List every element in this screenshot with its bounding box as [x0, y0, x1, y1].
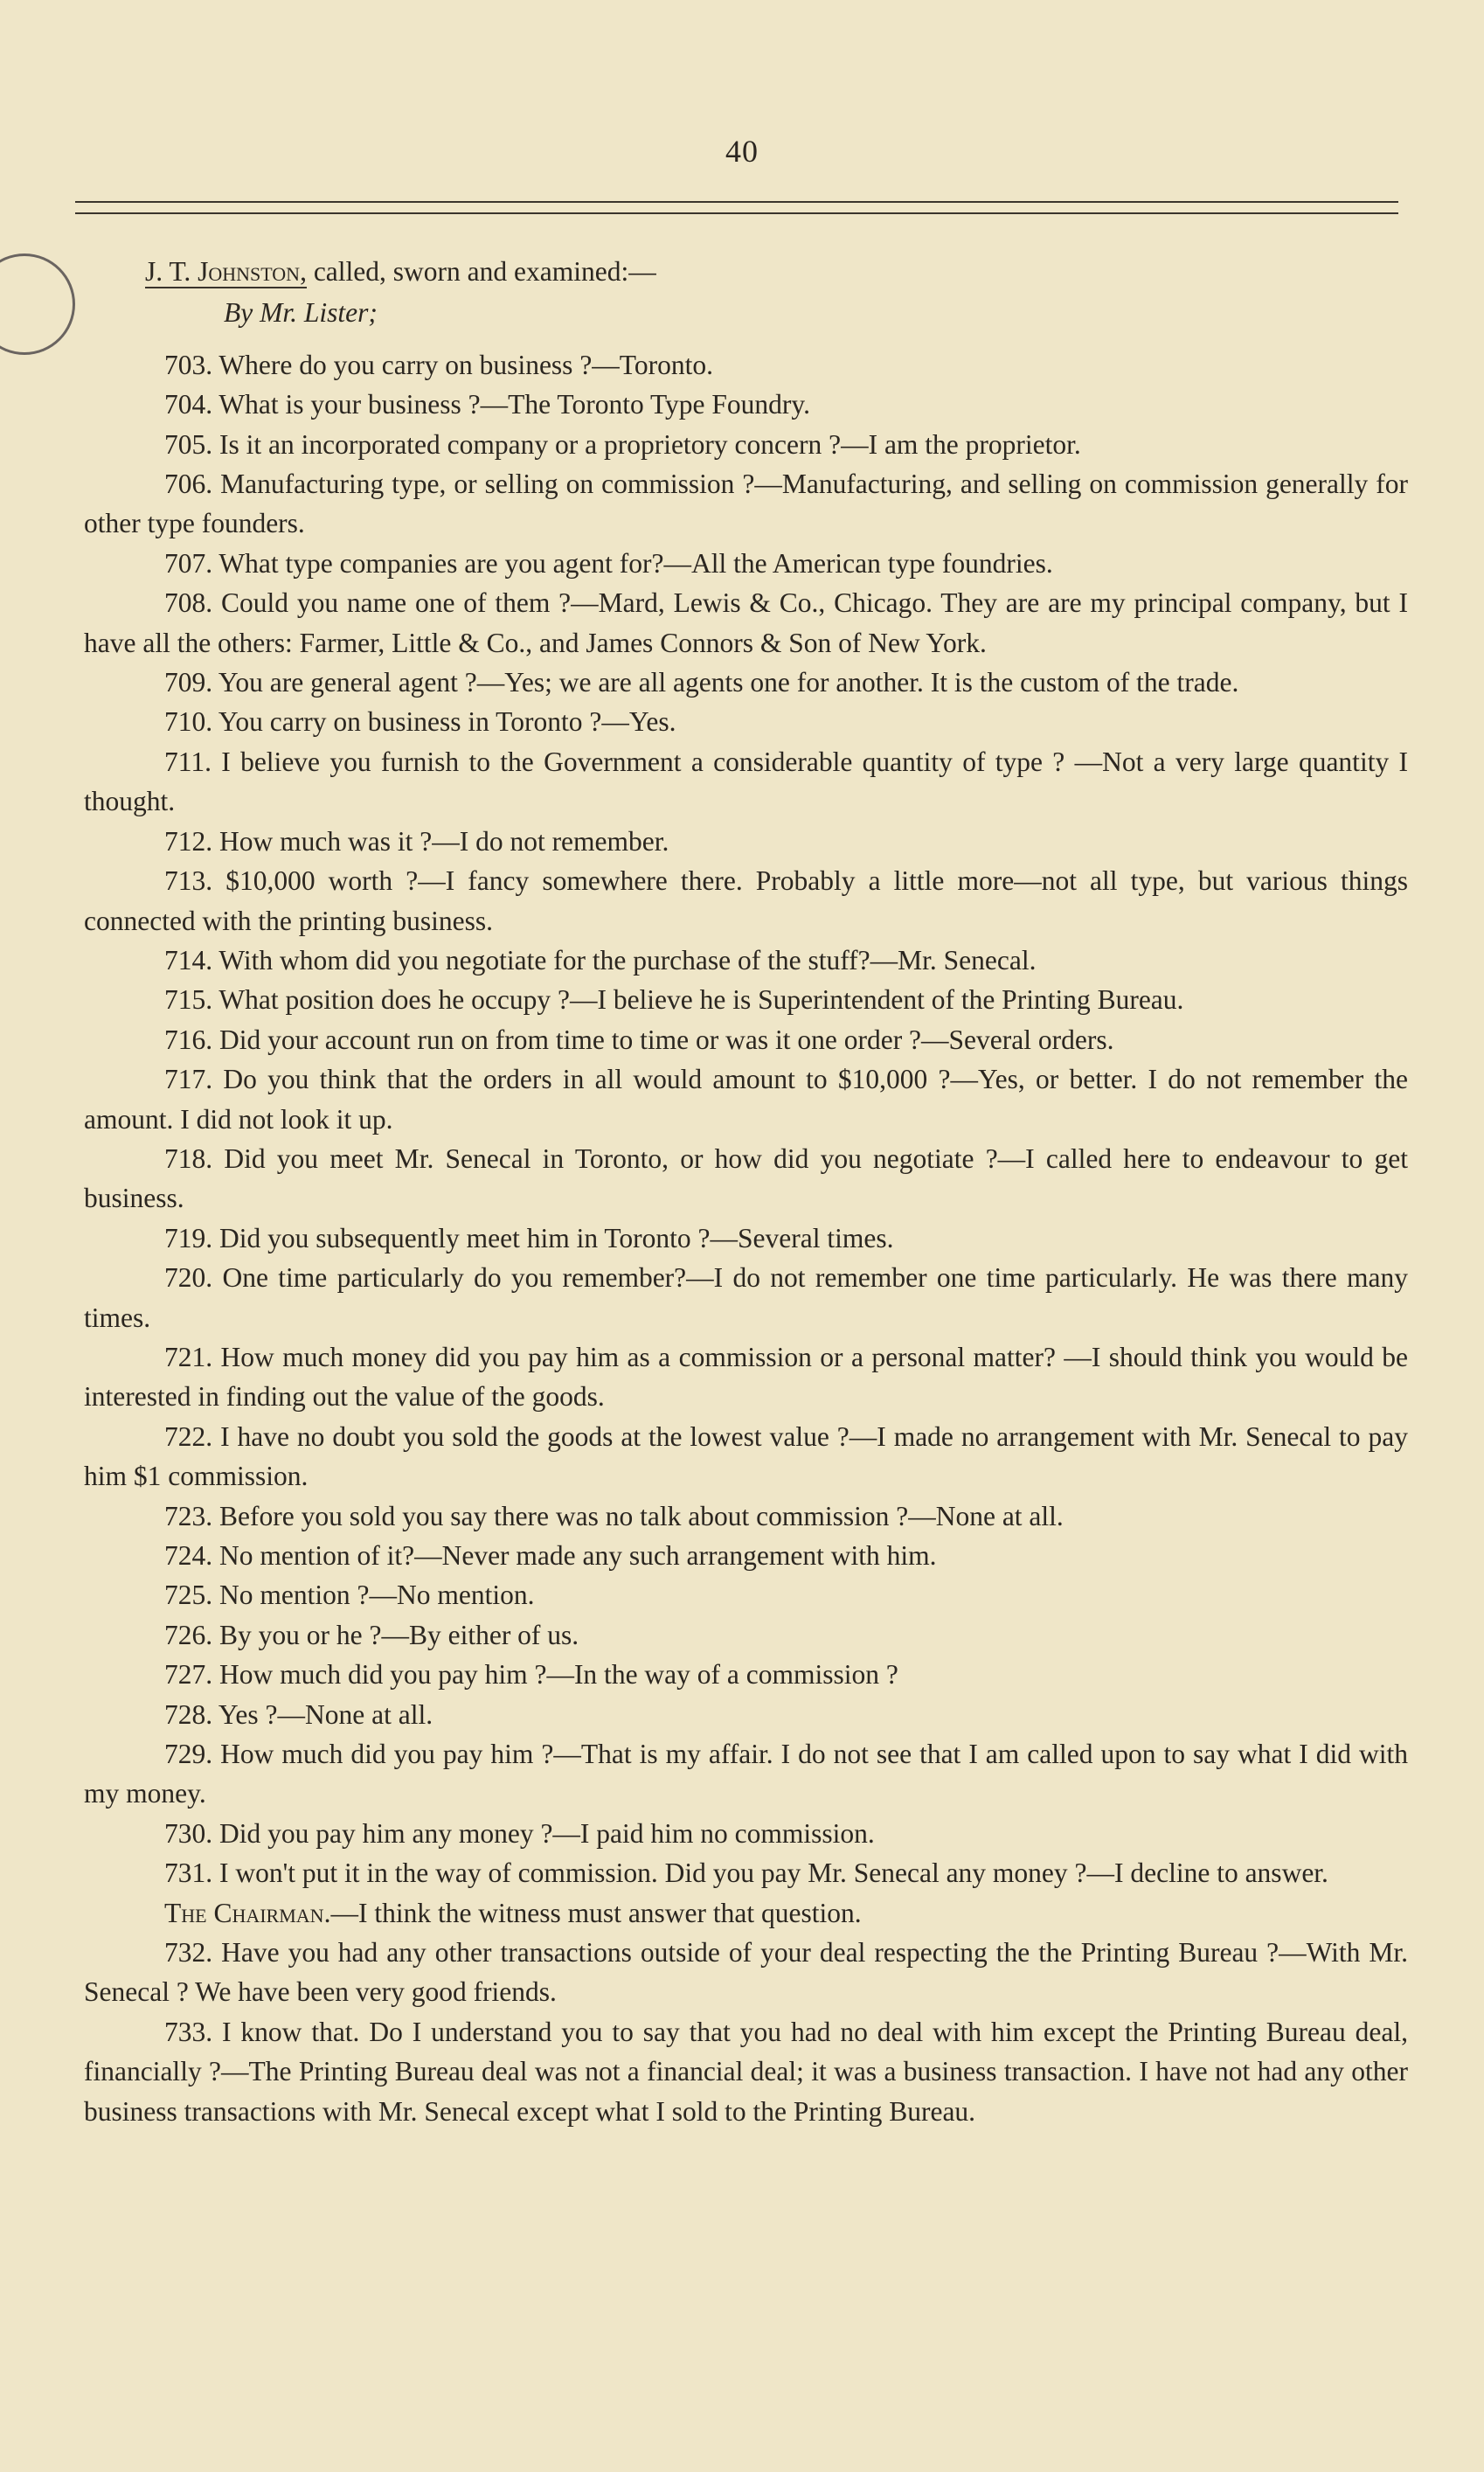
testimony-paragraph: 707. What type companies are you agent for?—All the American type foundries. — [164, 547, 1053, 579]
testimony-paragraph: 714. With whom did you negotiate for the purchase of the stuff?—Mr. Senecal. — [164, 944, 1037, 976]
witness-line — [145, 252, 1408, 291]
testimony-paragraph: 715. What position does he occupy ?—I believe he is Superintendent of the Printing Bureau. — [164, 984, 1184, 1016]
testimony-paragraph: 729. How much did you pay him ?—That is my affair. I do not see that I am called upon to say what I did with my money. — [84, 1739, 1408, 1809]
header-rule-bottom — [75, 212, 1398, 214]
testimony-paragraph: 706. Manufacturing type, or selling on commission ?—Manufacturing, and selling on commission generally for other type founders. — [84, 469, 1408, 539]
testimony-paragraph: 704. What is your business ?—The Toronto Type Foundry. — [164, 389, 810, 420]
testimony-paragraph: 711. I believe you furnish to the Government a considerable quantity of type ? —Not a very large quantity I thought. — [84, 746, 1408, 817]
margin-circle-mark — [0, 253, 75, 355]
examiner-line: By Mr. Lister; — [224, 297, 378, 329]
testimony-paragraph: 703. Where do you carry on business ?—Toronto. — [164, 349, 713, 380]
testimony-paragraph: 717. Do you think that the orders in all would amount to $10,000 ?—Yes, or better. I do not remember the amount. I did not look it up. — [84, 1064, 1408, 1135]
testimony-paragraph: 732. Have you had any other transactions outside of your deal respecting the the Printing Bureau ?—With Mr. Senecal ? We have been very good friends. — [84, 1937, 1408, 2008]
testimony-paragraph: 718. Did you meet Mr. Senecal in Toronto, or how did you negotiate ?—I called here to endeavour to get business. — [84, 1142, 1408, 1214]
testimony-paragraph: 710. You carry on business in Toronto ?—Yes. — [164, 706, 676, 738]
testimony-paragraph: 726. By you or he ?—By either of us. — [164, 1619, 579, 1650]
testimony-paragraph: 709. You are general agent ?—Yes; we are all agents one for another. It is the custom of the trade. — [164, 667, 1239, 698]
speaker-label: The Chairman. — [164, 1897, 331, 1928]
witness-line-text: called, sworn and examined:— — [306, 256, 656, 287]
testimony-paragraph: 713. $10,000 worth ?—I fancy somewhere there. Probably a little more—not all type, but various things connected with the printing business. — [84, 865, 1408, 936]
witness-name: J. T. Johnston, — [145, 256, 307, 287]
chairman-statement: The Chairman.—I think the witness must answer that question. — [164, 1897, 862, 1928]
testimony-paragraph: 733. I know that. Do I understand you to say that you had no deal with him except the Printing Bureau deal, financially ?—The Printing Bureau deal was not a financial deal; it was a business transaction. I have not had any other business transactions with Mr. Senecal except what I sold to the Printing Bureau. — [84, 2016, 1408, 2127]
testimony-paragraph: 722. I have no doubt you sold the goods at the lowest value ?—I made no arrangement with Mr. Senecal to pay him $1 commission. — [84, 1420, 1408, 1492]
testimony-paragraph: 724. No mention of it?—Never made any such arrangement with him. — [164, 1540, 937, 1571]
testimony-paragraph: 716. Did your account run on from time to time or was it one order ?—Several orders. — [164, 1024, 1114, 1055]
testimony-paragraph: 721. How much money did you pay him as a commission or a personal matter? —I should think you would be interested in finding out the value of the goods. — [84, 1341, 1408, 1413]
testimony-paragraph: 723. Before you sold you say there was no talk about commission ?—None at all. — [164, 1500, 1064, 1531]
testimony-paragraphs — [84, 345, 1408, 2131]
testimony-paragraph: 705. Is it an incorporated company or a proprietory concern ?—I am the proprietor. — [164, 428, 1081, 460]
testimony-paragraph: 725. No mention ?—No mention. — [164, 1580, 535, 1611]
testimony-paragraph: 731. I won't put it in the way of commission. Did you pay Mr. Senecal any money ?—I decline to answer. — [164, 1857, 1328, 1889]
testimony-paragraph: 719. Did you subsequently meet him in Toronto ?—Several times. — [164, 1222, 894, 1253]
testimony-paragraph: 730. Did you pay him any money ?—I paid him no commission. — [164, 1817, 875, 1849]
testimony-paragraph: 712. How much was it ?—I do not remember. — [164, 825, 669, 857]
testimony-paragraph: 728. Yes ?—None at all. — [164, 1698, 433, 1730]
testimony-body — [84, 252, 1408, 2131]
header-rule-top — [75, 201, 1398, 203]
testimony-paragraph: 727. How much did you pay him ?—In the way of a commission ? — [164, 1659, 898, 1691]
testimony-paragraph: 708. Could you name one of them ?—Mard, Lewis & Co., Chicago. They are are my principal company, but I have all the others: Farmer, Little & Co., and James Connors & Son of New York. — [84, 587, 1408, 658]
page-number: 40 — [725, 134, 759, 169]
testimony-paragraph: 720. One time particularly do you remember?—I do not remember one time particularly. He was there many times. — [84, 1262, 1408, 1333]
